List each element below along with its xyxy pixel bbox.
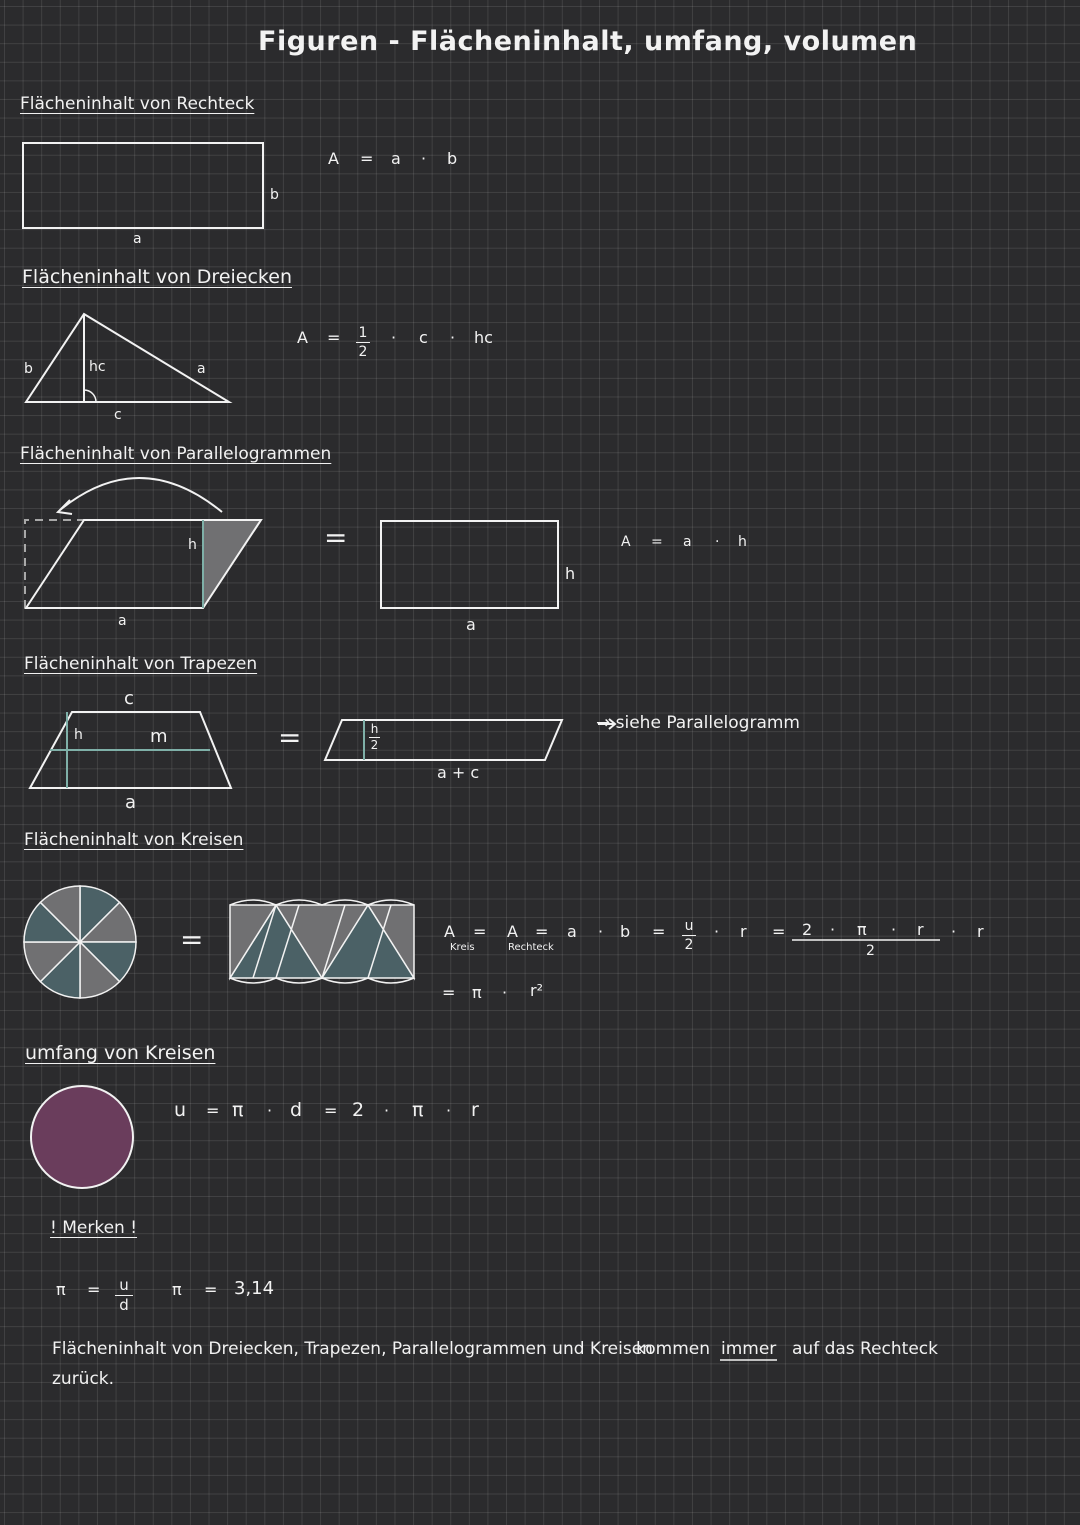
rect-label-a: a (133, 231, 142, 247)
summary-part-2: kommen (636, 1339, 710, 1359)
para-label-a: a (118, 613, 127, 629)
umfang-eq1: = (206, 1101, 220, 1120)
para-formula-eq: = (651, 534, 663, 550)
fraction-bar (356, 342, 370, 343)
kreis-line2-pi: π (472, 983, 482, 1002)
kreis-formula-den2: 2 (866, 943, 875, 959)
heading-dreieck: Flächeninhalt von Dreiecken (22, 266, 292, 288)
tri-fraction-den: 2 (358, 344, 368, 361)
heading-rechteck: Flächeninhalt von Rechteck (20, 94, 255, 114)
umfang-u: u (174, 1099, 187, 1121)
summary-part-4: auf das Rechteck (792, 1339, 938, 1359)
umfang-two: 2 (352, 1099, 365, 1121)
summary-part-5: zurück. (52, 1369, 115, 1389)
kreis-formula-dot2: · (714, 922, 720, 941)
heading-parallelogramm: Flächeninhalt von Parallelogrammen (20, 444, 332, 464)
kreis-formula-dot4: · (891, 920, 897, 939)
kreis-u-num: u (684, 918, 694, 934)
merken-fraction (115, 1277, 133, 1315)
kreis-formula-eq3: = (652, 922, 666, 941)
kreis-u-fraction (682, 918, 696, 953)
kreis-formula-r1: r (740, 922, 747, 941)
circumference-circle (31, 1086, 133, 1188)
kreis-formula-two: 2 (802, 920, 813, 939)
rect-formula-a: a (391, 149, 401, 168)
rect-label-b: b (270, 187, 279, 203)
kreis-formula-eq1: = (473, 922, 487, 941)
trap-label-a-plus-c: a + c (437, 763, 480, 782)
trap-label-c: c (124, 688, 134, 709)
umfang-dot2: · (384, 1101, 390, 1120)
umfang-dot3: · (446, 1101, 452, 1120)
tri-formula-dot2: · (450, 328, 456, 347)
trap-fraction-den: 2 (370, 737, 379, 752)
kreis-equals: = (180, 923, 204, 956)
heading-umfang: umfang von Kreisen (25, 1042, 216, 1064)
rect-formula-b: b (447, 149, 458, 168)
para-formula-A: A (621, 534, 631, 550)
merken-pi-value: 3,14 (234, 1278, 275, 1299)
kreis-line2-r2: r² (530, 981, 543, 1000)
rect-formula-A: A (328, 149, 339, 168)
tri-formula-dot1: · (391, 328, 397, 347)
kreis-formula-r2: r (917, 920, 924, 939)
trap-label-h: h (74, 727, 83, 743)
kreis-formula-dot1: · (598, 922, 604, 941)
umfang-r: r (471, 1099, 479, 1121)
tri-label-b: b (24, 361, 33, 377)
kreis-formula-A2: A (507, 922, 518, 941)
tri-formula-eq: = (327, 328, 341, 347)
kreis-line2-dot: · (502, 983, 508, 1002)
circle-rearranged (230, 900, 414, 983)
umfang-dot1: · (267, 1101, 273, 1120)
kreis-formula-b: b (620, 922, 631, 941)
trap-label-a: a (125, 792, 137, 813)
rectangle-shape (23, 143, 263, 228)
tri-formula-hc: hc (474, 328, 493, 347)
umfang-eq2: = (324, 1101, 338, 1120)
umfang-d: d (290, 1099, 303, 1121)
kreis-formula-r3: r (977, 922, 984, 941)
merken-pi2: π (172, 1280, 182, 1299)
merken-eq2: = (204, 1280, 218, 1299)
trap-equals: = (278, 721, 302, 754)
para-rect-label-a: a (466, 615, 476, 634)
kreis-formula-eq4: = (772, 922, 786, 941)
heading-merken: ! Merken ! (50, 1218, 138, 1238)
parallelogram-equivalent-rectangle (381, 521, 558, 608)
summary-part-3: immer (721, 1339, 777, 1359)
heading-trapez: Flächeninhalt von Trapezen (24, 654, 258, 674)
para-label-h: h (188, 537, 197, 553)
tri-label-hc: hc (89, 359, 106, 375)
trap-note: → siehe Parallelogramm (596, 713, 800, 733)
kreis-formula-a: a (567, 922, 577, 941)
para-formula-dot: · (715, 534, 720, 550)
merken-pi1: π (56, 1280, 66, 1299)
kreis-formula-A: A (444, 922, 455, 941)
merken-eq1: = (87, 1280, 101, 1299)
tri-label-a: a (197, 361, 206, 377)
tri-label-c: c (114, 407, 122, 423)
umfang-pi2: π (412, 1099, 424, 1121)
tri-formula-c: c (419, 328, 428, 347)
para-rect-label-h: h (565, 564, 576, 583)
trap-fraction-num: h (370, 722, 379, 736)
trap-fraction (369, 723, 380, 751)
right-angle-marker (84, 390, 96, 402)
kreis-formula-dot5: · (951, 922, 957, 941)
merken-fraction-num: u (119, 1276, 129, 1294)
para-formula-h: h (738, 534, 747, 550)
tri-formula-fraction (356, 325, 370, 360)
kreis-sub-kreis: Kreis (450, 942, 475, 953)
heading-kreis: Flächeninhalt von Kreisen (24, 830, 244, 850)
trapezoid-parallelogram (325, 720, 562, 760)
summary-part-1: Flächeninhalt von Dreiecken, Trapezen, Parallelogrammen und Kreisen (52, 1339, 653, 1359)
page-title: Figuren - Flächeninhalt, umfang, volumen (258, 26, 918, 57)
kreis-formula-pi: π (857, 920, 867, 939)
circle-sectors (24, 886, 136, 998)
para-formula-a: a (683, 534, 692, 550)
kreis-sub-rechteck: Rechteck (508, 942, 554, 953)
fraction-bar (682, 935, 696, 936)
kreis-formula-dot3: · (830, 920, 836, 939)
kreis-formula-eq2: = (535, 922, 549, 941)
tri-fraction-num: 1 (358, 325, 368, 341)
rect-formula-eq: = (360, 149, 374, 168)
umfang-pi1: π (232, 1099, 244, 1121)
rect-formula-dot: · (421, 149, 427, 168)
kreis-u-den: 2 (684, 937, 694, 954)
triangle-shape (26, 314, 229, 402)
tri-formula-A: A (297, 328, 308, 347)
trap-label-m: m (150, 726, 168, 747)
move-arrow-arc (60, 478, 222, 512)
kreis-line2-eq: = (442, 983, 456, 1002)
para-equals: = (324, 521, 348, 554)
merken-fraction-den: d (119, 1296, 129, 1315)
